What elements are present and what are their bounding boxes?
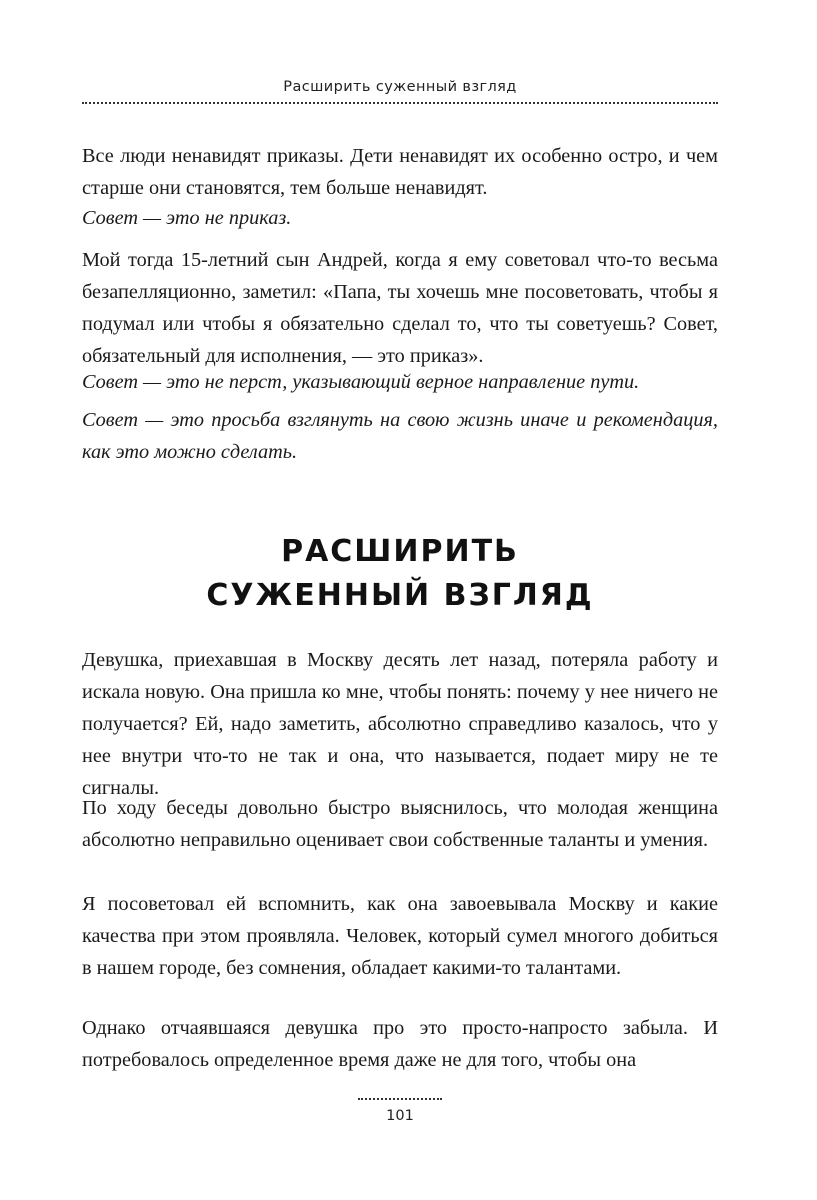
paragraph: Все люди ненавидят приказы. Дети ненавидят их особенно остро, и чем старше они становятся, тем больше ненавидят. bbox=[82, 145, 718, 199]
running-head: Расширить суженный взгляд bbox=[283, 79, 517, 95]
footer-dotted-rule bbox=[358, 1098, 442, 1100]
paragraph: Я посоветовал ей вспомнить, как она завоевывала Москву и какие качества при этом проявляла. Человек, который сумел многого добиться в нашем городе, без сомнения, обладает какими-то талантами. bbox=[82, 893, 718, 979]
italic-paragraph: Совет — это не приказ. bbox=[82, 207, 292, 229]
italic-paragraph: Совет — это просьба взглянуть на свою жизнь иначе и рекомендация, как это можно сделать. bbox=[82, 409, 718, 463]
chapter-title-line-1: РАСШИРИТЬ bbox=[281, 534, 519, 569]
paragraph: По ходу беседы довольно быстро выяснилось, что молодая женщина абсолютно неправильно оценивает свои собственные таланты и умения. bbox=[82, 797, 718, 851]
italic-paragraph: Совет — это не перст, указывающий верное направление пути. bbox=[82, 371, 640, 393]
paragraph: Мой тогда 15-летний сын Андрей, когда я ему советовал что-то весьма безапелляционно, заметил: «Папа, ты хочешь мне посоветовать, чтобы я подумал или чтобы я обязательно сделал то, что ты советуешь? Совет, обязательный для исполнения, — это приказ». bbox=[82, 249, 718, 367]
header-dotted-rule bbox=[82, 102, 718, 104]
chapter-title bbox=[82, 530, 718, 618]
paragraph: Однако отчаявшаяся девушка про это просто-напросто забыла. И потребовалось определенное время даже не для того, чтобы она bbox=[82, 1017, 718, 1071]
page-number: 101 bbox=[386, 1108, 414, 1124]
paragraph: Девушка, приехавшая в Москву десять лет назад, потеряла работу и искала новую. Она пришла ко мне, чтобы понять: почему у нее ничего не получается? Ей, надо заметить, абсолютно справедливо казалось, что у нее внутри что-то не так и она, что называется, подает миру не те сигналы. bbox=[82, 649, 718, 799]
chapter-title-line-2: СУЖЕННЫЙ ВЗГЛЯД bbox=[206, 578, 594, 613]
